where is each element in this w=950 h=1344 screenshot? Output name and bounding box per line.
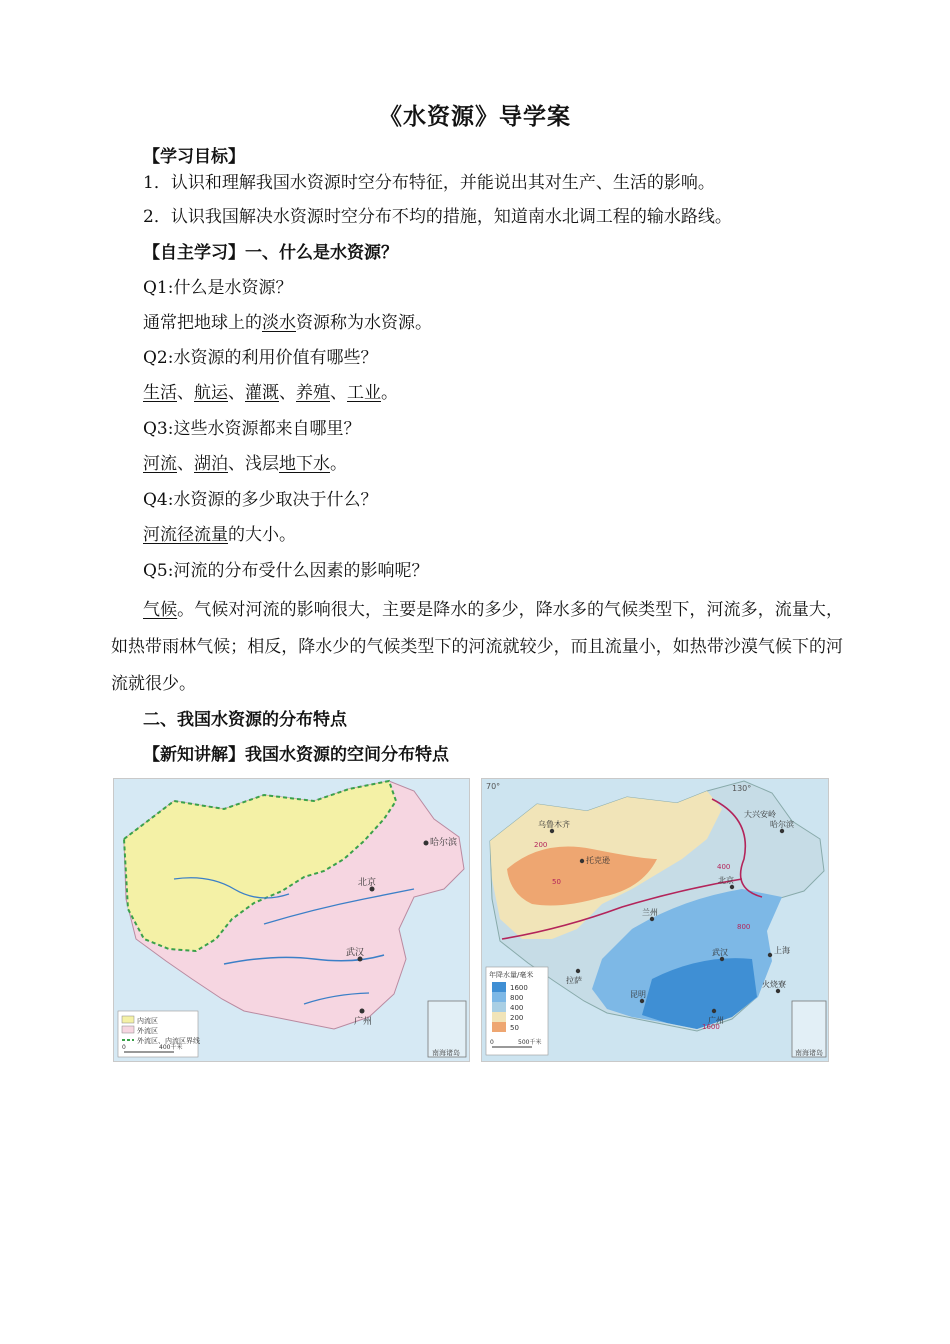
longitude-label: 70°	[486, 782, 501, 791]
answer-1-pre: 通常把地球上的	[143, 313, 262, 333]
city-label: 北京	[718, 876, 734, 885]
city-label: 托克逊	[586, 856, 610, 865]
isohyet-value: 50	[552, 878, 561, 886]
question-3: Q3:这些水资源都来自哪里？	[143, 419, 361, 439]
answer-5-text: 。气候对河流的影响很大，主要是降水的多少，降水多的气候类型下，河流多，流量大，如热带雨林气候；相反，降水少的气候类型下的河流就较少，而且流量小，如热带沙漠气候下的河流就很少。	[111, 600, 844, 694]
legend-swatch-400	[492, 1002, 506, 1012]
question-2: Q2:水资源的利用价值有哪些？	[143, 348, 378, 368]
isohyet-value: 800	[737, 923, 751, 931]
answer-3-sep: 、	[228, 454, 245, 474]
city-marker	[580, 859, 584, 863]
legend-value: 400	[510, 1004, 524, 1012]
answer-1	[143, 311, 432, 335]
city-marker	[720, 957, 724, 961]
legend-value: 200	[510, 1014, 524, 1022]
question-5: Q5:河流的分布受什么因素的影响呢？	[143, 561, 429, 581]
city-marker	[776, 989, 780, 993]
precip-legend-title: 年降水量/毫米	[489, 971, 534, 979]
city-label: 哈尔滨	[770, 820, 794, 829]
legend-swatch-50	[492, 1022, 506, 1032]
region-label: 大兴安岭	[744, 810, 776, 819]
answer-2	[143, 381, 398, 405]
objectives-header: 【学习目标】	[143, 147, 245, 167]
city-label: 武汉	[346, 948, 365, 958]
answer-2-item: 生活	[143, 383, 177, 403]
answer-3-end: 。	[330, 454, 347, 474]
city-label: 兰州	[642, 908, 658, 917]
precipitation-map-svg	[482, 779, 828, 1061]
city-label: 广州	[708, 1016, 724, 1025]
answer-2-item: 航运	[194, 383, 228, 403]
self-study-heading	[143, 241, 398, 265]
city-label: 火烧寮	[762, 980, 786, 989]
answer-3-groundwater: 地下水	[279, 454, 330, 474]
isohyet-value: 1600	[702, 1023, 720, 1031]
self-study-bracket: 【自主学习】	[143, 243, 245, 263]
legend-swatch-outflow	[122, 1026, 134, 1033]
answer-2-sep: 、	[228, 383, 245, 403]
answer-3-river: 河流	[143, 454, 177, 474]
city-label: 拉萨	[566, 976, 582, 985]
question-1: Q1:什么是水资源？	[143, 278, 293, 298]
city-label: 上海	[774, 946, 790, 955]
legend-label: 外流区、内流区界线	[137, 1037, 200, 1045]
drainage-map-svg	[114, 779, 469, 1061]
longitude-label: 130°	[732, 784, 752, 793]
city-label: 乌鲁木齐	[538, 820, 570, 829]
city-marker	[550, 829, 554, 833]
answer-3	[143, 452, 347, 476]
self-study-title: 一、什么是水资源？	[245, 243, 398, 263]
answer-2-sep: 、	[279, 383, 296, 403]
city-label: 哈尔滨	[430, 838, 458, 848]
legend-value: 50	[510, 1024, 519, 1032]
isohyet-value: 200	[534, 841, 548, 849]
answer-5-keyword: 气候	[143, 600, 178, 620]
city-marker	[576, 969, 580, 973]
inset-label: 南海诸岛	[795, 1049, 823, 1057]
city-marker	[768, 953, 772, 957]
new-knowledge-bracket: 【新知讲解】	[143, 745, 245, 765]
inset-label: 南海诸岛	[432, 1049, 460, 1057]
legend-swatch-inland	[122, 1016, 134, 1023]
isohyet-value: 400	[717, 863, 731, 871]
answer-4-keyword: 河流径流量	[143, 525, 228, 545]
city-marker	[730, 885, 734, 889]
new-knowledge-heading	[143, 743, 449, 767]
scale-zero: 0	[122, 1044, 126, 1051]
city-marker	[424, 841, 429, 846]
new-knowledge-title: 我国水资源的空间分布特点	[245, 745, 449, 765]
question-4: Q4:水资源的多少取决于什么？	[143, 490, 378, 510]
objective-1: 1．认识和理解我国水资源时空分布特征，并能说出其对生产、生活的影响。	[143, 173, 715, 193]
answer-1-keyword: 淡水	[262, 313, 296, 333]
city-marker	[640, 999, 644, 1003]
answer-2-item: 工业	[347, 383, 381, 403]
answer-5	[111, 592, 843, 703]
city-marker	[650, 917, 654, 921]
legend-label: 内流区	[137, 1017, 158, 1025]
answer-3-mid: 浅层	[245, 454, 279, 474]
scale-label: 500千米	[518, 1039, 542, 1046]
answer-3-sep: 、	[177, 454, 194, 474]
legend-value: 800	[510, 994, 524, 1002]
city-label: 昆明	[630, 990, 646, 999]
objective-2: 2．认识我国解决水资源时空分布不均的措施，知道南水北调工程的输水路线。	[143, 207, 732, 227]
legend-label: 外流区	[137, 1027, 158, 1035]
city-label: 广州	[354, 1017, 373, 1027]
city-label: 北京	[358, 878, 377, 888]
city-marker	[780, 829, 784, 833]
answer-3-lake: 湖泊	[194, 454, 228, 474]
answer-2-item: 养殖	[296, 383, 330, 403]
city-marker	[360, 1009, 365, 1014]
legend-value: 1600	[510, 984, 528, 992]
scale-label: 400千米	[159, 1044, 183, 1051]
legend-swatch-800	[492, 992, 506, 1002]
scale-zero: 0	[490, 1039, 494, 1046]
city-marker	[712, 1009, 716, 1013]
legend-swatch-200	[492, 1012, 506, 1022]
page-title: 《水资源》导学案	[379, 104, 571, 130]
answer-2-sep: 、	[177, 383, 194, 403]
answer-2-sep: 、	[330, 383, 347, 403]
legend-swatch-1600	[492, 982, 506, 992]
precipitation-map	[481, 778, 829, 1062]
drainage-map	[113, 778, 470, 1062]
answer-2-item: 灌溉	[245, 383, 279, 403]
section-2-heading: 二、我国水资源的分布特点	[143, 710, 347, 730]
city-label: 武汉	[712, 948, 728, 957]
answer-2-end: 。	[381, 383, 398, 403]
answer-4-post: 的大小。	[228, 525, 296, 545]
answer-4	[143, 523, 296, 547]
answer-1-post: 资源称为水资源。	[296, 313, 432, 333]
